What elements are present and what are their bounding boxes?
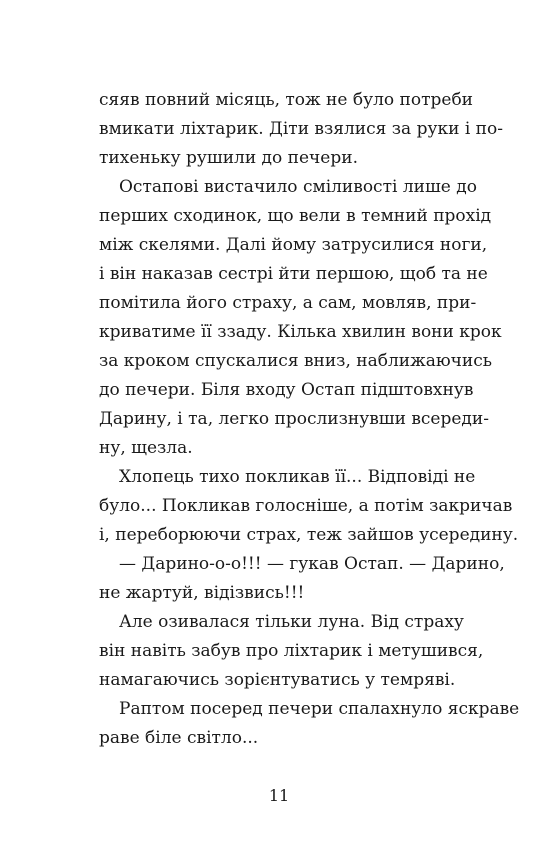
text-line: сяяв повний місяць, тож не було потреби: [99, 90, 474, 110]
text-line: між скелями. Далі йому затрусилися ноги,: [99, 235, 488, 255]
text-line: за кроком спускалися вниз, наближаючись: [99, 351, 493, 371]
text-line: — Дарино-о-о!!! — гукав Остап. — Дарино,: [119, 554, 505, 574]
text-line: ну, щезла.: [99, 438, 193, 458]
text-line: він навіть забув про ліхтарик і метушився,: [99, 641, 484, 661]
text-line: Але озивалася тільки луна. Від страху: [119, 612, 464, 632]
text-line: і, переборюючи страх, теж зайшов усередину.: [99, 525, 519, 545]
text-line: намагаючись зорієнтуватись у темряві.: [99, 670, 456, 690]
page-number: 11: [268, 786, 290, 805]
text-line: Дарину, і та, легко прослизнувши всереди-: [99, 409, 489, 429]
text-line: не жартуй, відізвись!!!: [99, 583, 305, 603]
text-line: Хлопець тихо покликав її... Відповіді не: [119, 467, 476, 487]
text-line: до печери. Біля входу Остап підштовхнув: [99, 380, 474, 400]
text-line: раве біле світло...: [99, 728, 259, 748]
text-line: перших сходинок, що вели в темний прохід: [99, 206, 492, 226]
text-line: вмикати ліхтарик. Діти взялися за руки і по-: [99, 119, 503, 139]
text-line: криватиме її ззаду. Кілька хвилин вони крок: [99, 322, 502, 342]
text-line: було... Покликав голосніше, а потім закричав: [99, 496, 513, 516]
text-line: помітила його страху, а сам, мовляв, при-: [99, 293, 477, 313]
text-line: Раптом посеред печери спалахнуло яскраве: [119, 699, 520, 719]
text-line: Остапові вистачило сміливості лише до: [119, 177, 477, 197]
text-line: тихеньку рушили до печери.: [99, 148, 358, 168]
text-line: і він наказав сестрі йти першою, щоб та не: [99, 264, 488, 284]
